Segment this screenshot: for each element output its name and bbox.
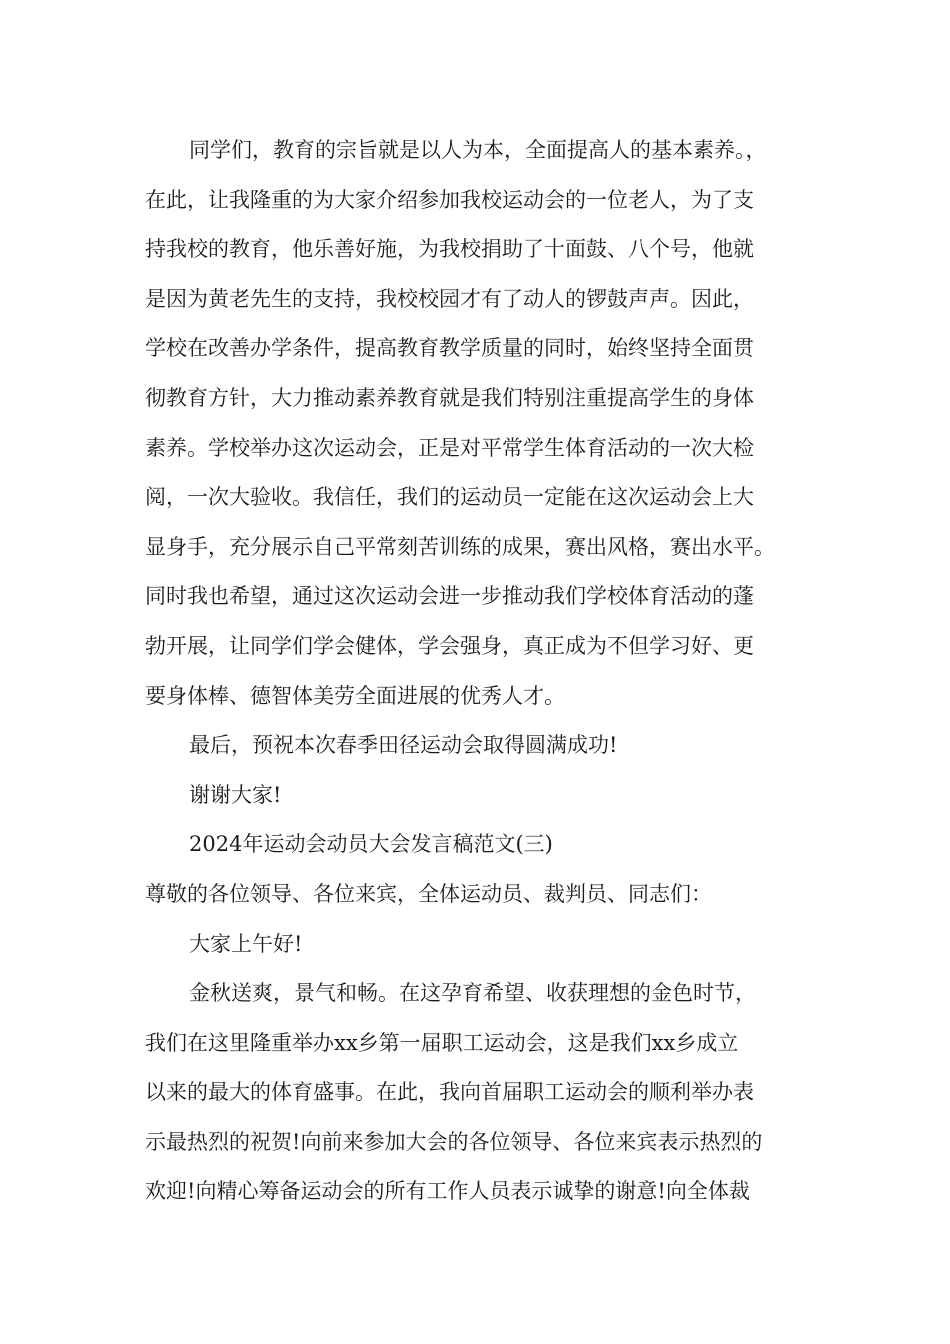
text-line: 同时我也希望，通过这次运动会进一步推动我们学校体育活动的蓬	[145, 584, 754, 609]
thanks-line: 谢谢大家!	[189, 782, 282, 807]
section-title: 2024年运动会动员大会发言稿范文(三)	[189, 832, 553, 857]
greeting: 大家上午好!	[189, 931, 303, 956]
text-line: 以来的最大的体育盛事。在此，我向首届职工运动会的顺利举办表	[145, 1080, 754, 1105]
text-line: 要身体棒、德智体美劳全面进展的优秀人才。	[145, 683, 565, 708]
text-line: 同学们，教育的宗旨就是以人为本，全面提高人的基本素养。，	[189, 138, 767, 162]
closing-wish: 最后，预祝本次春季田径运动会取得圆满成功!	[189, 733, 618, 758]
text-line: 学校在改善办学条件，提高教育教学质量的同时，始终坚持全面贯	[145, 336, 754, 361]
text-line: 素养。学校举办这次运动会，正是对平常学生体育活动的一次大检	[145, 435, 754, 460]
text-line: 我们在这里隆重举办xx乡第一届职工运动会，这是我们xx乡成立	[145, 1030, 739, 1055]
text-line: 阅，一次大验收。我信任，我们的运动员一定能在这次运动会上大	[145, 485, 754, 510]
salutation: 尊敬的各位领导、各位来宾，全体运动员、裁判员、同志们：	[145, 881, 712, 906]
text-line: 金秋送爽，景气和畅。在这孕育希望、收获理想的金色时节，	[189, 981, 756, 1006]
text-line: 彻教育方针，大力推动素养教育就是我们特别注重提高学生的身体	[145, 385, 754, 410]
text-line: 在此，让我隆重的为大家介绍参加我校运动会的一位老人，为了支	[145, 187, 754, 212]
text-line: 持我校的教育，他乐善好施，为我校捐助了十面鼓、八个号，他就	[145, 237, 754, 262]
text-line: 欢迎!向精心筹备运动会的所有工作人员表示诚挚的谢意!向全体裁	[145, 1179, 750, 1204]
text-line: 显身手，充分展示自己平常刻苦训练的成果，赛出风格，赛出水平。	[145, 534, 775, 559]
text-line: 勃开展，让同学们学会健体，学会强身，真正成为不但学习好、更	[145, 633, 754, 658]
document-body	[145, 126, 845, 1217]
text-line: 示最热烈的祝贺!向前来参加大会的各位领导、各位来宾表示热烈的	[145, 1129, 763, 1154]
text-line: 是因为黄老先生的支持，我校校园才有了动人的锣鼓声声。因此，	[145, 286, 754, 311]
